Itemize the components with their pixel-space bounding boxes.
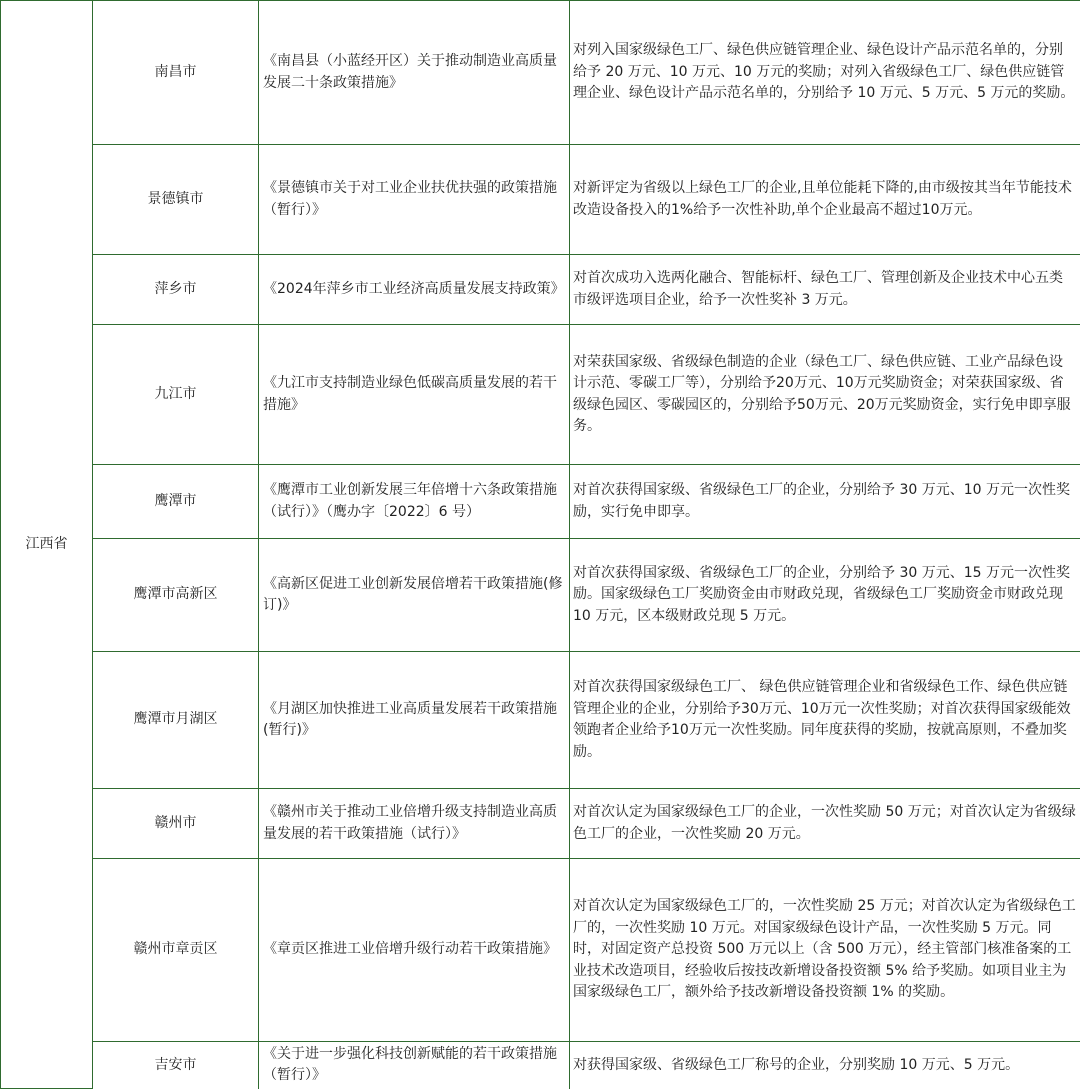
policy-cell: 《九江市支持制造业绿色低碳高质量发展的若干措施》 xyxy=(259,325,570,465)
policy-cell: 《章贡区推进工业倍增升级行动若干政策措施》 xyxy=(259,859,570,1042)
content-cell: 对首次成功入选两化融合、智能标杆、绿色工厂、管理创新及企业技术中心五类市级评选项目企业，给予一次性奖补 3 万元。 xyxy=(570,255,1080,325)
table-row xyxy=(1,145,1080,255)
table-row xyxy=(1,539,1080,652)
city-cell: 吉安市 xyxy=(93,1042,259,1089)
table-row xyxy=(1,652,1080,789)
policy-cell: 《2024年萍乡市工业经济高质量发展支持政策》 xyxy=(259,255,570,325)
content-cell: 对新评定为省级以上绿色工厂的企业,且单位能耗下降的,由市级按其当年节能技术改造设备投入的1%给予一次性补助,单个企业最高不超过10万元。 xyxy=(570,145,1080,255)
content-cell: 对首次获得国家级、省级绿色工厂的企业，分别给予 30 万元、10 万元一次性奖励，实行免申即享。 xyxy=(570,465,1080,539)
city-cell: 南昌市 xyxy=(93,1,259,145)
city-cell: 赣州市章贡区 xyxy=(93,859,259,1042)
content-cell: 对获得国家级、省级绿色工厂称号的企业，分别奖励 10 万元、5 万元。 xyxy=(570,1042,1080,1089)
table-row xyxy=(1,1,1080,145)
content-cell: 对首次认定为国家级绿色工厂的企业，一次性奖励 50 万元；对首次认定为省级绿色工厂的企业，一次性奖励 20 万元。 xyxy=(570,789,1080,859)
policy-cell: 《月湖区加快推进工业高质量发展若干政策措施 (暂行)》 xyxy=(259,652,570,789)
policy-cell: 《景德镇市关于对工业企业扶优扶强的政策措施（暂行）》 xyxy=(259,145,570,255)
table-row xyxy=(1,325,1080,465)
content-cell: 对首次获得国家级绿色工厂、 绿色供应链管理企业和省级绿色工作、绿色供应链管理企业的企业，分别给予30万元、10万元一次性奖励；对首次获得国家级能效领跑者企业给予10万元一次性奖励。同年度获得的奖励，按就高原则，不叠加奖励。 xyxy=(570,652,1080,789)
content-cell: 对荣获国家级、省级绿色制造的企业（绿色工厂、绿色供应链、工业产品绿色设计示范、零碳工厂等），分别给予20万元、10万元奖励资金；对荣获国家级、省级绿色园区、零碳园区的，分别给予50万元、20万元奖励资金，实行免申即享服务。 xyxy=(570,325,1080,465)
policy-cell: 《高新区促进工业创新发展倍增若干政策措施(修订)》 xyxy=(259,539,570,652)
city-cell: 萍乡市 xyxy=(93,255,259,325)
city-cell: 鹰潭市高新区 xyxy=(93,539,259,652)
policy-cell: 《南昌县（小蓝经开区）关于推动制造业高质量发展二十条政策措施》 xyxy=(259,1,570,145)
table-row xyxy=(1,789,1080,859)
policy-cell: 《关于进一步强化科技创新赋能的若干政策措施（暂行）》 xyxy=(259,1042,570,1089)
city-cell: 景德镇市 xyxy=(93,145,259,255)
policy-cell: 《鹰潭市工业创新发展三年倍增十六条政策措施（试行）》（鹰办字〔2022〕6 号） xyxy=(259,465,570,539)
content-cell: 对首次认定为国家级绿色工厂的，一次性奖励 25 万元；对首次认定为省级绿色工厂的，一次性奖励 10 万元。对国家级绿色设计产品，一次性奖励 5 万元。同时，对固定资产总投资 500 万元以上（含 500 万元），经主管部门核准备案的工业技术改造项目，经验收后按技改新增设备投资额 5% 给予奖励。如项目业主为国家级绿色工厂，额外给予技改新增设备投资额 1% 的奖励。 xyxy=(570,859,1080,1042)
policy-cell: 《赣州市关于推动工业倍增升级支持制造业高质量发展的若干政策措施（试行）》 xyxy=(259,789,570,859)
table-row xyxy=(1,255,1080,325)
table-row xyxy=(1,1042,1080,1089)
content-cell: 对列入国家级绿色工厂、绿色供应链管理企业、绿色设计产品示范名单的，分别给予 20 万元、10 万元、10 万元的奖励；对列入省级绿色工厂、绿色供应链管理企业、绿色设计产品示范名单的，分别给予 10 万元、5 万元、5 万元的奖励。 xyxy=(570,1,1080,145)
table-row xyxy=(1,859,1080,1042)
city-cell: 赣州市 xyxy=(93,789,259,859)
city-cell: 九江市 xyxy=(93,325,259,465)
province-cell: 江西省 xyxy=(1,1,93,1089)
table-row xyxy=(1,465,1080,539)
city-cell: 鹰潭市月湖区 xyxy=(93,652,259,789)
city-cell: 鹰潭市 xyxy=(93,465,259,539)
content-cell: 对首次获得国家级、省级绿色工厂的企业，分别给予 30 万元、15 万元一次性奖励。国家级绿色工厂奖励资金由市财政兑现，省级绿色工厂奖励资金市财政兑现 10 万元，区本级财政兑现 5 万元。 xyxy=(570,539,1080,652)
